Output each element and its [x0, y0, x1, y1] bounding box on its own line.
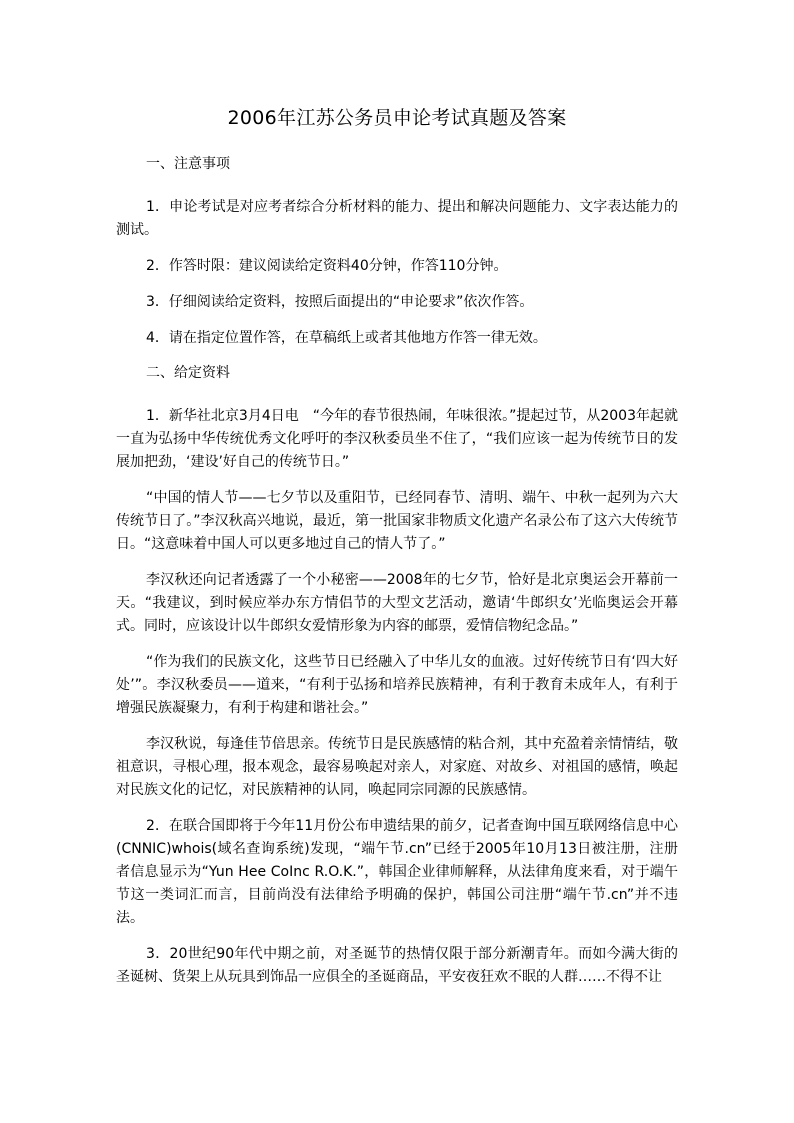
material-paragraph: 李汉秋说，每逢佳节倍思亲。传统节日是民族感情的粘合剂，其中充盈着亲情情结，敬祖意识，寻根心理，报本观念，最容易唤起对亲人，对家庭、对故乡、对祖国的感情，唤起对民族文化的记忆，对民族精神的认同，唤起同宗同源的民族感情。	[116, 736, 678, 798]
material-paragraph: 2．在联合国即将于今年11月份公布申遗结果的前夕，记者查询中国互联网络信息中心(CNNIC)whois(域名查询系统)发现，“端午节.cn”已经于2005年10月13日被注册，注册者信息显示为“Yun Hee CoInc R.O.K.”，韩国企业律师解释，从法律角度来看，对于端午节这一类词汇而言，目前尚没有法律给予明确的保护，韩国公司注册“端午节.cn”并不违法。	[116, 818, 678, 926]
material-paragraph: “作为我们的民族文化，这些节日已经融入了中华儿女的血液。过好传统节日有‘四大好处’”。李汉秋委员——道来，“有利于弘扬和培养民族精神，有利于教育未成年人，有利于增强民族凝聚力，有利于构建和谐社会。”	[116, 654, 678, 716]
material-paragraph: “中国的情人节——七夕节以及重阳节，已经同春节、清明、端午、中秋一起列为六大传统节日了。”李汉秋高兴地说，最近，第一批国家非物质文化遗产名录公布了这六大传统节日。“这意味着中国人可以更多地过自己的情人节了。”	[116, 490, 678, 552]
material-paragraph: 3．20世纪90年代中期之前，对圣诞节的热情仅限于部分新潮青年。而如今满大街的圣诞树、货架上从玩具到饰品一应俱全的圣诞商品，平安夜狂欢不眠的人群……不得不让	[116, 946, 678, 985]
section-heading-notes: 一、注意事项	[146, 156, 230, 172]
note-paragraph: 3．仔细阅读给定资料，按照后面提出的“申论要求”依次作答。	[146, 294, 534, 310]
note-paragraph: 2．作答时限：建议阅读给定资料40分钟，作答110分钟。	[146, 258, 508, 274]
section-heading-materials: 二、给定资料	[146, 365, 230, 381]
material-paragraph: 李汉秋还向记者透露了一个小秘密——2008年的七夕节，恰好是北京奥运会开幕前一天。“我建议，到时候应举办东方情侣节的大型文艺活动，邀请‘牛郎织女’光临奥运会开幕式。同时，应该设计以牛郎织女爱情形象为内容的邮票，爱情信物纪念品。”	[116, 572, 678, 634]
note-paragraph: 1．申论考试是对应考者综合分析材料的能力、提出和解决问题能力、文字表达能力的测试。	[116, 199, 678, 238]
document-title: 2006年江苏公务员申论考试真题及答案	[227, 107, 567, 129]
note-paragraph: 4．请在指定位置作答，在草稿纸上或者其他地方作答一律无效。	[146, 330, 547, 346]
material-paragraph: 1．新华社北京3月4日电 “今年的春节很热闹，年味很浓。”提起过节，从2003年起就一直为弘扬中华传统优秀文化呼吁的李汉秋委员坐不住了，“我们应该一起为传统节日的发展加把劲，‘建设’好自己的传统节日。”	[116, 408, 678, 470]
